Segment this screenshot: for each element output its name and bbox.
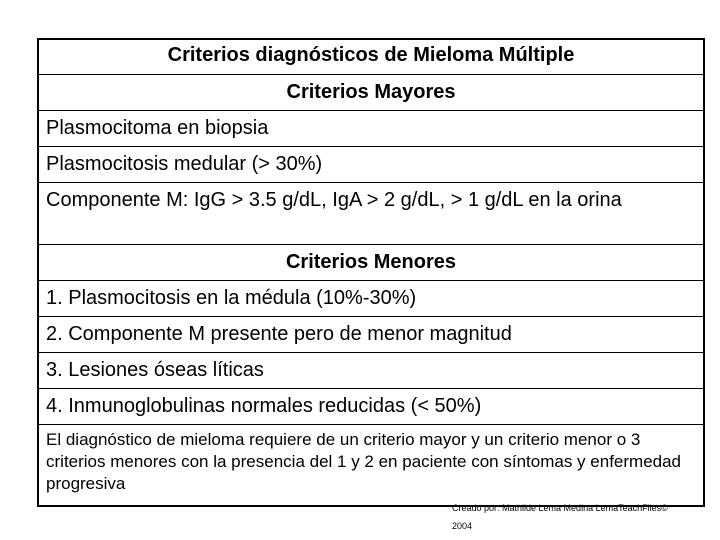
major-criterion-row: Componente M: IgG > 3.5 g/dL, IgA > 2 g/dL, > 1 g/dL en la orina: [39, 182, 703, 244]
major-criteria-header: Criterios Mayores: [39, 74, 703, 110]
minor-criterion-row: 4. Inmunoglobulinas normales reducidas (< 50%): [39, 388, 703, 424]
credit-year: 2004: [452, 521, 473, 531]
table-title: Criterios diagnósticos de Mieloma Múltiple: [167, 44, 575, 66]
author-credit: Creado por: Mathilde Lema Medina LemaTeachFiles©: [452, 503, 668, 513]
criteria-table: [37, 38, 705, 507]
major-criterion-row: Plasmocitosis medular (> 30%): [39, 146, 703, 182]
diagnosis-note: El diagnóstico de mieloma requiere de un criterio mayor y un criterio menor o 3 criterios menores con la presencia del 1 y 2 en paciente con síntomas y enfermedad progresiva: [39, 424, 703, 505]
minor-criterion-row: 2. Componente M presente pero de menor magnitud: [39, 316, 703, 352]
minor-criterion-row: 3. Lesiones óseas líticas: [39, 352, 703, 388]
minor-criteria-header: Criterios Menores: [39, 244, 703, 280]
major-criterion-row: Plasmocitoma en biopsia: [39, 110, 703, 146]
minor-criterion-row: 1. Plasmocitosis en la médula (10%-30%): [39, 280, 703, 316]
